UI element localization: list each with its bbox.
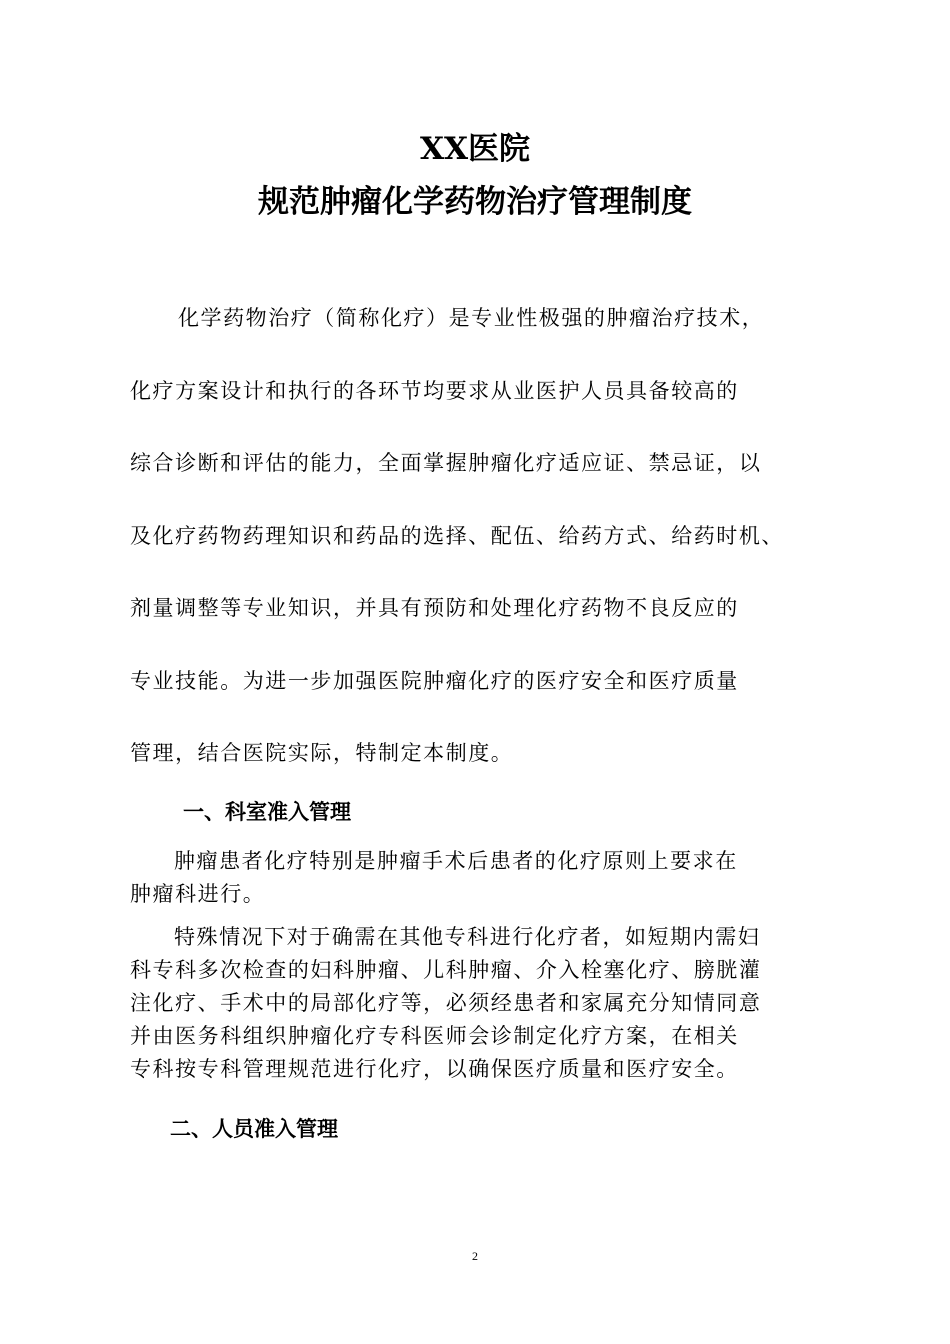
document-subtitle: 规范肿瘤化学药物治疗管理制度	[258, 184, 692, 220]
department-paragraph-2	[130, 921, 830, 1086]
intro-line: 专业技能。为进一步加强医院肿瘤化疗的医疗安全和医疗质量	[130, 668, 739, 693]
document-title: XX医院	[419, 131, 531, 167]
paragraph-line: 并由医务科组织肿瘤化疗专科医师会诊制定化疗方案，在相关	[130, 1024, 739, 1048]
intro-line: 及化疗药物药理知识和药品的选择、配伍、给药方式、给药时机、	[130, 523, 784, 548]
section-heading-personnel: 二、人员准入管理	[170, 1117, 338, 1141]
paragraph-line: 注化疗、手术中的局部化疗等，必须经患者和家属充分知情同意	[130, 991, 762, 1015]
intro-line: 剂量调整等专业知识，并具有预防和处理化疗药物不良反应的	[130, 596, 739, 620]
page-number: 2	[472, 1249, 478, 1263]
paragraph-line: 专科按专科管理规范进行化疗，以确保医疗质量和医疗安全。	[130, 1057, 739, 1081]
intro-line: 化学药物治疗（简称化疗）是专业性极强的肿瘤治疗技术，	[178, 306, 765, 330]
paragraph-line: 科专科多次检查的妇科肿瘤、儿科肿瘤、介入栓塞化疗、膀胱灌	[130, 958, 762, 982]
paragraph-line: 肿瘤科进行。	[130, 882, 266, 906]
intro-line: 化疗方案设计和执行的各环节均要求从业医护人员具备较高的	[130, 378, 739, 403]
intro-line: 综合诊断和评估的能力，全面掌握肿瘤化疗适应证、禁忌证，以	[130, 451, 762, 475]
paragraph-line: 特殊情况下对于确需在其他专科进行化疗者，如短期内需妇	[174, 925, 761, 949]
intro-paragraph	[130, 282, 830, 790]
department-paragraph-1	[130, 845, 830, 911]
section-heading-department: 一、科室准入管理	[183, 800, 351, 824]
intro-line: 管理，结合医院实际，特制定本制度。	[130, 741, 514, 765]
paragraph-line: 肿瘤患者化疗特别是肿瘤手术后患者的化疗原则上要求在	[174, 849, 738, 873]
